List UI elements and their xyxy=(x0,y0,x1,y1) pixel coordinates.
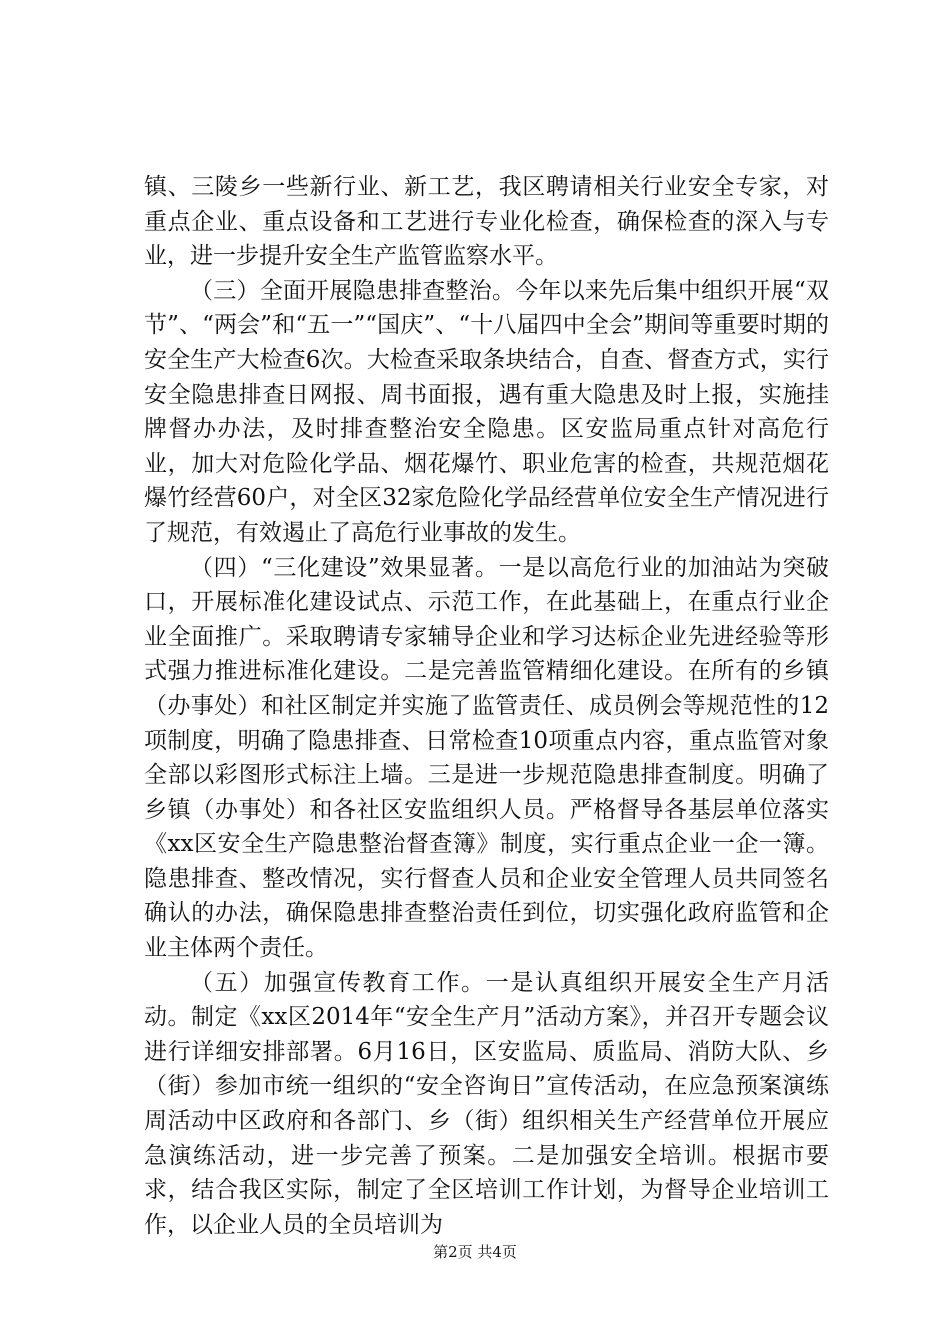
paragraph-3: （四）“三化建设”效果显著。一是以高危行业的加油站为突破口，开展标准化建设试点、示范工作，在此基础上，在重点行业企业全面推广。采取聘请专家辅导企业和学习达标企业先进经验等形式强力推进标准化建设。二是完善监管精细化建设。在所有的乡镇（办事处）和社区制定并实施了监管责任、成员例会等规范性的12项制度，明确了隐患排查、日常检查10项重点内容，重点监管对象全部以彩图形式标注上墙。三是进一步规范隐患排查制度。明确了乡镇（办事处）和各社区安监组织人员。严格督导各基层单位落实《xx区安全生产隐患整治督查簿》制度，实行重点企业一企一簿。隐患排查、整改情况，实行督查人员和企业安全管理人员共同签名确认的办法，确保隐患排查整治责任到位，切实强化政府监管和企业主体两个责任。 xyxy=(144,554,829,962)
paragraph-2: （三）全面开展隐患排查整治。今年以来先后集中组织开展“双节”、“两会”和“五一”“国庆”、“十八届四中全会”期间等重要时期的安全生产大检查6次。大检查采取条块结合，自查、督查方式，实行安全隐患排查日网报、周书面报，遇有重大隐患及时上报，实施挂牌督办办法，及时排查整治安全隐患。区安监局重点针对高危行业，加大对危险化学品、烟花爆竹、职业危害的检查，共规范烟花爆竹经营60户，对全区32家危险化学品经营单位安全生产情况进行了规范，有效遏止了高危行业事故的发生。 xyxy=(144,277,829,546)
body-text xyxy=(144,170,829,1242)
paragraph-4: （五）加强宣传教育工作。一是认真组织开展安全生产月活动。制定《xx区2014年“安全生产月”活动方案》，并召开专题会议进行详细安排部署。6月16日，区安监局、质监局、消防大队、乡（街）参加市统一组织的“安全咨询日”宣传活动，在应急预案演练周活动中区政府和各部门、乡（街）组织相关生产经营单位开展应急演练活动，进一步完善了预案。二是加强安全培训。根据市要求，结合我区实际，制定了全区培训工作计划，为督导企业培训工作，以企业人员的全员培训为 xyxy=(144,969,829,1238)
paragraph-1: 镇、三陵乡一些新行业、新工艺，我区聘请相关行业安全专家，对重点企业、重点设备和工艺进行专业化检查，确保检查的深入与专业，进一步提升安全生产监管监察水平。 xyxy=(144,174,829,270)
page-footer: 第2页 共4页 xyxy=(433,1243,517,1261)
